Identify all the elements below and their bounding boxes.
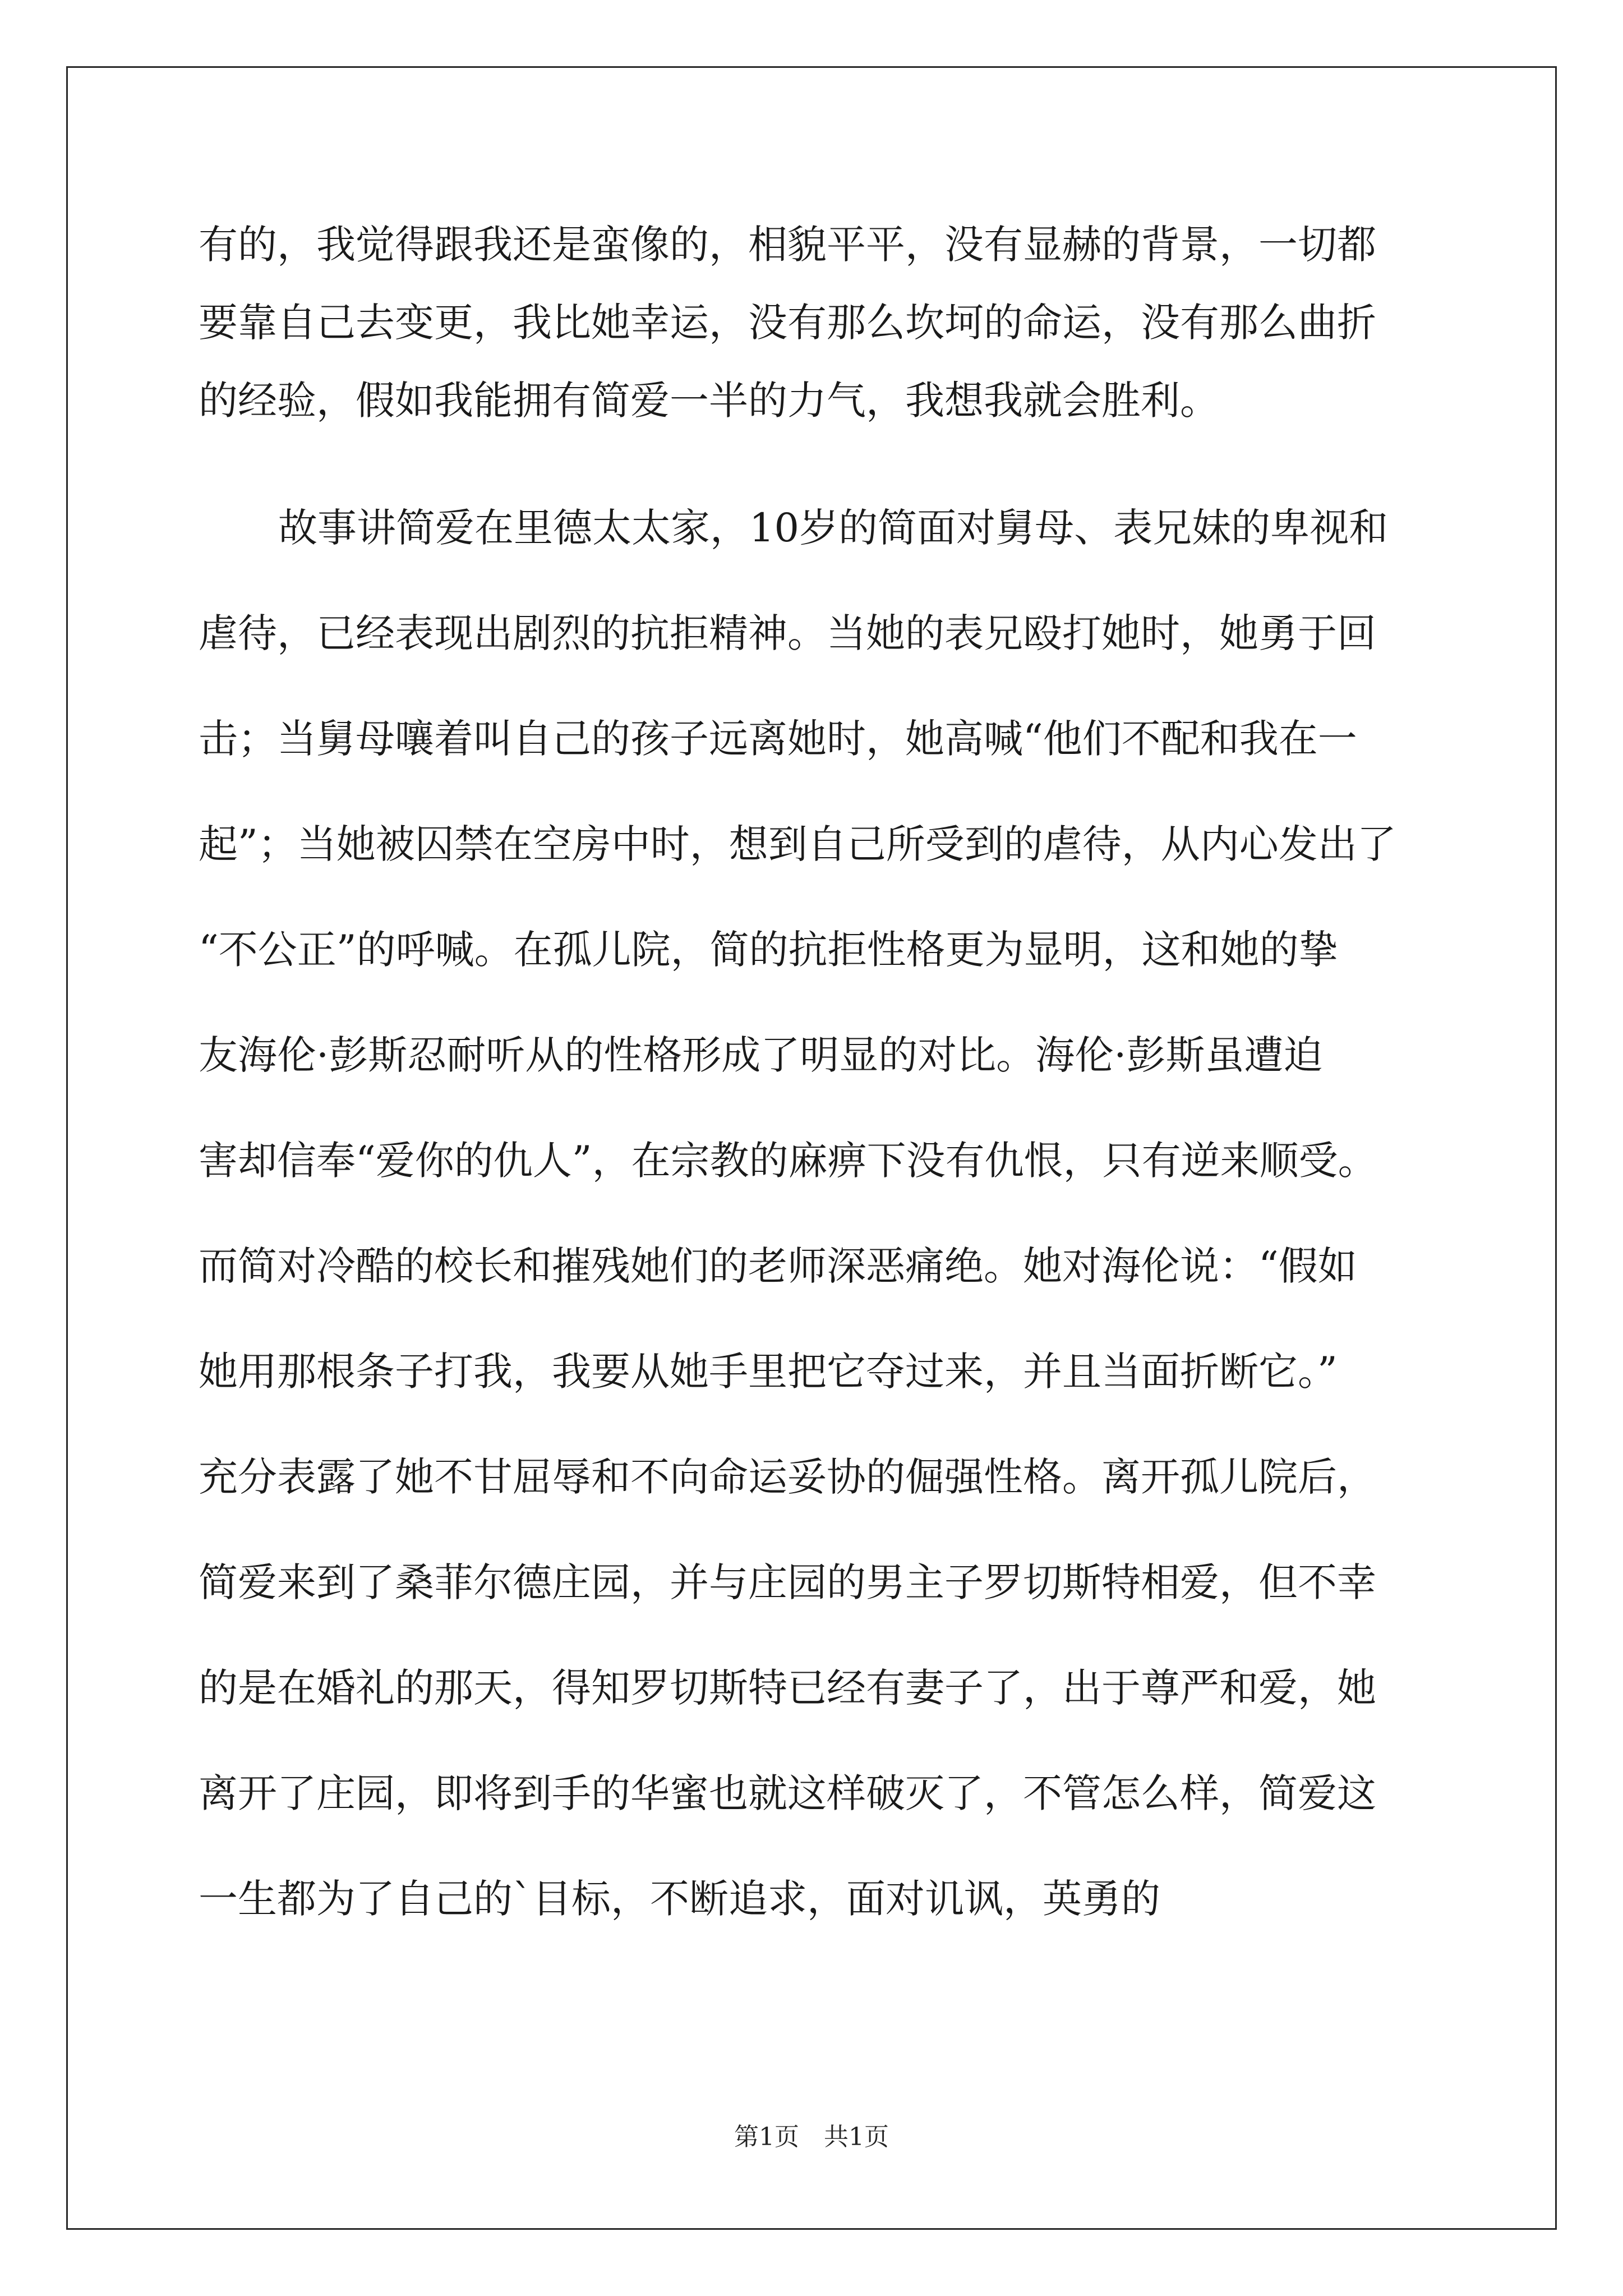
body-line-10: 害却信奉“爱你的仇人”，在宗教的麻痹下没有仇恨，只有逆来顺受。: [199, 1138, 1377, 1184]
body-line-12: 她用那根条子打我，我要从她手里把它夺过来，并且当面折断它。”: [199, 1349, 1338, 1395]
body-line-13: 充分表露了她不甘屈辱和不向命运妥协的倔强性格。离开孤儿院后，: [199, 1454, 1376, 1500]
body-line-11: 而简对冷酷的校长和摧残她们的老师深恶痛绝。她对海伦说：“假如: [199, 1243, 1357, 1289]
body-line-5: 虐待，已经表现出剧烈的抗拒精神。当她的表兄殴打她时，她勇于回: [199, 610, 1376, 656]
body-line-17: 一生都为了自己的`目标，不断追求，面对讥讽，英勇的: [199, 1876, 1160, 1922]
body-line-4-paragraph-start: 故事讲简爱在里德太太家，10岁的简面对舅母、表兄妹的卑视和: [278, 505, 1389, 551]
body-line-2: 要靠自己去变更，我比她幸运，没有那么坎坷的命运，没有那么曲折: [199, 300, 1376, 346]
body-line-8: “不公正”的呼喊。在孤儿院，简的抗拒性格更为显明，这和她的挚: [199, 927, 1338, 973]
body-line-16: 离开了庄园，即将到手的华蜜也就这样破灭了，不管怎么样，简爱这: [199, 1770, 1376, 1816]
body-line-1: 有的，我觉得跟我还是蛮像的，相貌平平，没有显赫的背景，一切都: [199, 222, 1376, 268]
page-number-footer: 第1页 共1页: [734, 2123, 889, 2151]
body-line-14: 简爱来到了桑菲尔德庄园，并与庄园的男主子罗切斯特相爱，但不幸: [199, 1559, 1376, 1605]
body-line-15: 的是在婚礼的那天，得知罗切斯特已经有妻子了，出于尊严和爱，她: [199, 1665, 1376, 1711]
body-line-3: 的经验，假如我能拥有简爱一半的力气，我想我就会胜利。: [199, 378, 1219, 424]
body-line-7: 起”；当她被囚禁在空房中时，想到自己所受到的虐待，从内心发出了: [199, 821, 1396, 867]
body-line-6: 击；当舅母嚷着叫自己的孩子远离她时，她高喊“他们不配和我在一: [199, 716, 1357, 762]
body-line-9: 友海伦·彭斯忍耐听从的性格形成了明显的对比。海伦·彭斯虽遭迫: [199, 1032, 1323, 1078]
